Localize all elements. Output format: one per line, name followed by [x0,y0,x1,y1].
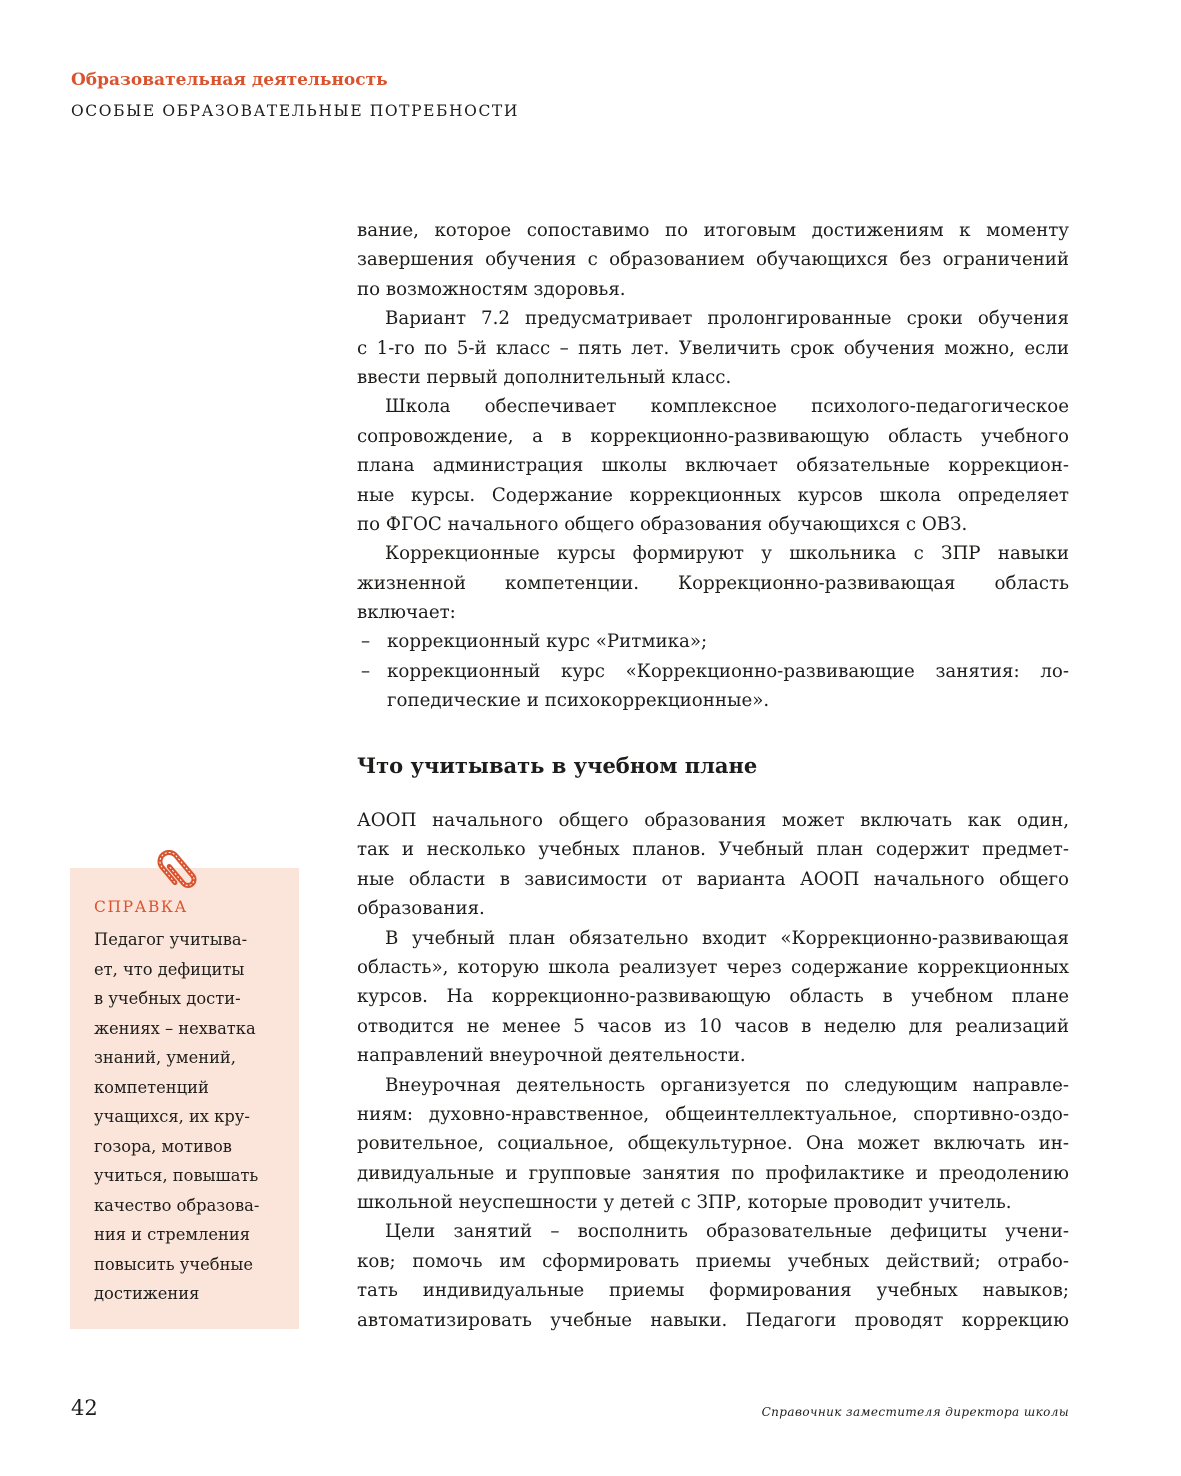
sidebar-line: достижения [94,1284,200,1303]
body-text-bottom [357,806,1069,1335]
sidebar-line: жениях – нехватка [94,1018,256,1038]
list-dash: – [361,631,371,653]
sidebar-line: Педагог учитыва- [94,930,248,949]
section-heading: Что учитывать в учебном плане [357,753,758,778]
sidebar-line: компетенций [94,1077,209,1097]
paragraph [357,1071,1069,1218]
paragraph [357,539,1069,627]
text-line: Внеурочная деятельность организуется по следующим направле- [385,1074,1069,1096]
paragraph [357,392,1069,539]
paragraph [357,304,1069,392]
text-line: Школа обеспечивает комплексное психолого-педагогическое [385,396,1069,418]
text-line: с 1-го по 5-й класс – пять лет. Увеличить срок обучения можно, если [357,337,1069,359]
text-line: АООП начального общего образования может включать как один, [357,810,1069,831]
text-line: по возможностям здоровья. [357,278,626,300]
section-title: Образовательная деятельность [71,70,388,90]
page-number: 42 [71,1396,98,1420]
list-dash: – [361,660,371,682]
text-line: образования. [357,898,485,920]
text-line: область», которую школа реализует через содержание коррекционных [357,956,1069,978]
text-line: коррекционный курс «Коррекционно-развивающие занятия: ло- [387,660,1069,682]
sidebar-title: СПРАВКА [94,898,188,916]
body-text-top [357,216,1069,716]
text-line: плана администрация школы включает обязательные коррекцион- [357,455,1069,477]
paragraph [357,216,1069,304]
text-line: Коррекционные курсы формируют у школьника с ЗПР навыки [385,543,1069,565]
text-line: коррекционный курс «Ритмика»; [387,631,708,653]
text-line: так и несколько учебных планов. Учебный план содержит предмет- [357,839,1069,861]
list-item [357,657,1069,716]
paragraph [357,924,1069,1071]
sidebar-line: в учебных дости- [94,989,241,1008]
text-line: ровительное, социальное, общекультурное. Она может включать ин- [357,1133,1069,1155]
text-line: тать индивидуальные приемы формирования учебных навыков; [357,1280,1069,1302]
text-line: Вариант 7.2 предусматривает пролонгированные сроки обучения [385,308,1069,330]
sidebar-line: качество образова- [94,1195,260,1215]
text-line: ные области в зависимости от варианта АООП начального общего [357,868,1069,890]
sidebar-line: учащихся, их кру- [94,1107,250,1126]
text-line: ков; помочь им сформировать приемы учебных действий; отрабо- [357,1250,1069,1272]
text-line: школьной неуспешности у детей с ЗПР, которые проводит учитель. [357,1192,1012,1214]
sidebar-line: повысить учебные [94,1254,254,1274]
sidebar-line: знаний, умений, [94,1048,236,1067]
text-line: по ФГОС начального общего образования обучающихся с ОВЗ. [357,513,968,535]
text-line: завершения обучения с образованием обучающихся без ограничений [357,249,1069,271]
text-line: вание, которое сопоставимо по итоговым достижениям к моменту [357,220,1069,241]
text-line: жизненной компетенции. Коррекционно-развивающая область [357,572,1069,594]
text-line: направлений внеурочной деятельности. [357,1045,746,1067]
paragraph [357,1217,1069,1335]
text-line: дивидуальные и групповые занятия по профилактике и преодолению [357,1162,1069,1184]
subsection-title: ОСОБЫЕ ОБРАЗОВАТЕЛЬНЫЕ ПОТРЕБНОСТИ [71,102,519,120]
paperclip-icon [152,836,218,894]
text-line: Цели занятий – восполнить образовательные дефициты учени- [385,1221,1069,1243]
reference-sidebar [70,868,299,1329]
text-line: ниям: духовно-нравственное, общеинтеллектуальное, спортивно-оздо- [357,1103,1069,1125]
text-line: ные курсы. Содержание коррекционных курсов школа определяет [357,484,1069,506]
list-item [357,627,1069,656]
paragraph [357,806,1069,924]
text-line: В учебный план обязательно входит «Коррекционно-развивающая [385,927,1069,949]
text-line: отводится не менее 5 часов из 10 часов в неделю для реализаций [357,1015,1069,1037]
footer-title: Справочник заместителя директора школы [761,1405,1069,1419]
text-line: курсов. На коррекционно-развивающую область в учебном плане [357,986,1069,1008]
text-line: гопедические и психокоррекционные». [387,690,770,712]
sidebar-line: ния и стремления [94,1225,250,1244]
text-line: ввести первый дополнительный класс. [357,366,732,388]
text-line: сопровождение, а в коррекционно-развивающую область учебного [357,425,1069,447]
text-line: автоматизировать учебные навыки. Педагоги проводят коррекцию [357,1309,1069,1331]
sidebar-line: гозора, мотивов [94,1136,232,1156]
sidebar-line: учиться, повышать [94,1166,259,1185]
sidebar-line: ет, что дефициты [94,959,245,979]
sidebar-text [94,925,259,1309]
text-line: включает: [357,602,456,624]
